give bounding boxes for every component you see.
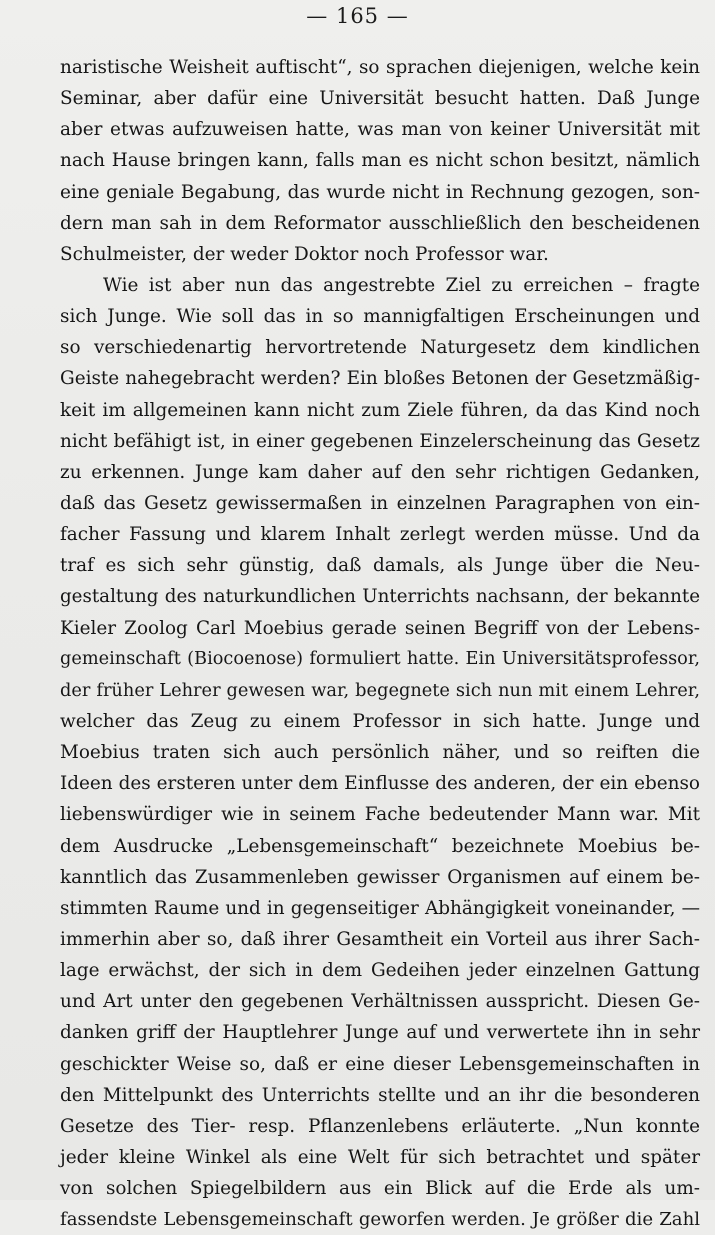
text-line: geschickter Weise so, daß er eine dieser Lebensgemeinschaften in [60,1053,700,1075]
text-line: traf es sich sehr günstig, daß damals, als Junge über die Neu- [60,555,700,577]
text-line: Schulmeister, der weder Doktor noch Professor war. [60,243,549,265]
text-line: naristische Weisheit auftischt“, so sprachen diejenigen, welche kein [60,57,700,78]
text-line: liebenswürdiger wie in seinem Fache bedeutender Mann war. Mit [60,804,700,826]
text-line: nach Hause bringen kann, falls man es nicht schon besitzt, nämlich [60,150,700,172]
text-line: nicht befähigt ist, in einer gegebenen Einzelerscheinung das Gesetz [60,430,700,452]
text-line: lage erwächst, der sich in dem Gedeihen jeder einzelnen Gattung [60,960,700,982]
text-line: Wie ist aber nun das angestrebte Ziel zu erreichen – fragte [103,274,700,296]
text-line: immerhin aber so, daß ihrer Gesamtheit ein Vorteil aus ihrer Sach- [60,928,700,950]
text-line: dem Ausdrucke „Lebensgemeinschaft“ bezeichnete Moebius be- [60,835,700,857]
text-line: stimmten Raume und in gegenseitiger Abhängigkeit voneinander, — [60,897,700,919]
text-line: gemeinschaft (Biocoenose) formuliert hatte. Ein Universitätsprofessor, [60,648,700,669]
text-line: dern man sah in dem Reformator ausschließlich den bescheidenen [60,212,700,234]
text-line: danken griff der Hauptlehrer Junge auf und verwertete ihn in sehr [60,1022,700,1044]
text-line: den Mittelpunkt des Unterrichts stellte und an ihr die besonderen [60,1084,700,1106]
text-line: und Art unter den gegebenen Verhältnissen ausspricht. Diesen Ge- [60,991,700,1013]
page-number: — 165 — [306,4,409,28]
text-line: keit im allgemeinen kann nicht zum Ziele führen, da das Kind noch [60,399,700,421]
text-line: welcher das Zeug zu einem Professor in sich hatte. Junge und [60,710,700,732]
body-text [60,52,700,1235]
text-line: facher Fassung und klarem Inhalt zerlegt werden müsse. Und da [60,524,700,546]
text-line: Kieler Zoolog Carl Moebius gerade seinen Begriff von der Lebens- [60,617,700,639]
text-line: zu erkennen. Junge kam daher auf den sehr richtigen Gedanken, [60,461,700,483]
text-line: Geiste nahegebracht werden? Ein bloßes Betonen der Gesetzmäßig- [60,368,700,390]
text-line: von solchen Spiegelbildern aus ein Blick auf die Erde als um- [60,1178,700,1200]
text-line: so verschiedenartig hervortretende Naturgesetz dem kindlichen [60,337,700,359]
text-line: daß das Gesetz gewissermaßen in einzelnen Paragraphen von ein- [60,492,700,514]
text-line: Seminar, aber dafür eine Universität besucht hatten. Daß Junge [60,88,700,110]
text-line: aber etwas aufzuweisen hatte, was man von keiner Universität mit [60,119,700,141]
text-line: Gesetze des Tier- resp. Pflanzenlebens erläuterte. „Nun konnte [60,1115,700,1137]
text-line: Moebius traten sich auch persönlich näher, und so reiften die [60,742,700,764]
text-line: fassendste Lebensgemeinschaft geworfen werden. Je größer die Zahl [60,1209,700,1231]
text-line: Ideen des ersteren unter dem Einflusse des anderen, der ein ebenso [60,773,700,795]
text-line: gestaltung des naturkundlichen Unterrichts nachsann, der bekannte [60,586,700,608]
text-line: kanntlich das Zusammenleben gewisser Organismen auf einem be- [60,866,700,888]
text-line: sich Junge. Wie soll das in so mannigfaltigen Erscheinungen und [60,306,700,328]
text-line: jeder kleine Winkel als eine Welt für sich betrachtet und später [60,1146,700,1168]
text-line: eine geniale Begabung, das wurde nicht in Rechnung gezogen, son- [60,181,700,203]
text-line: der früher Lehrer gewesen war, begegnete sich nun mit einem Lehrer, [60,679,700,701]
